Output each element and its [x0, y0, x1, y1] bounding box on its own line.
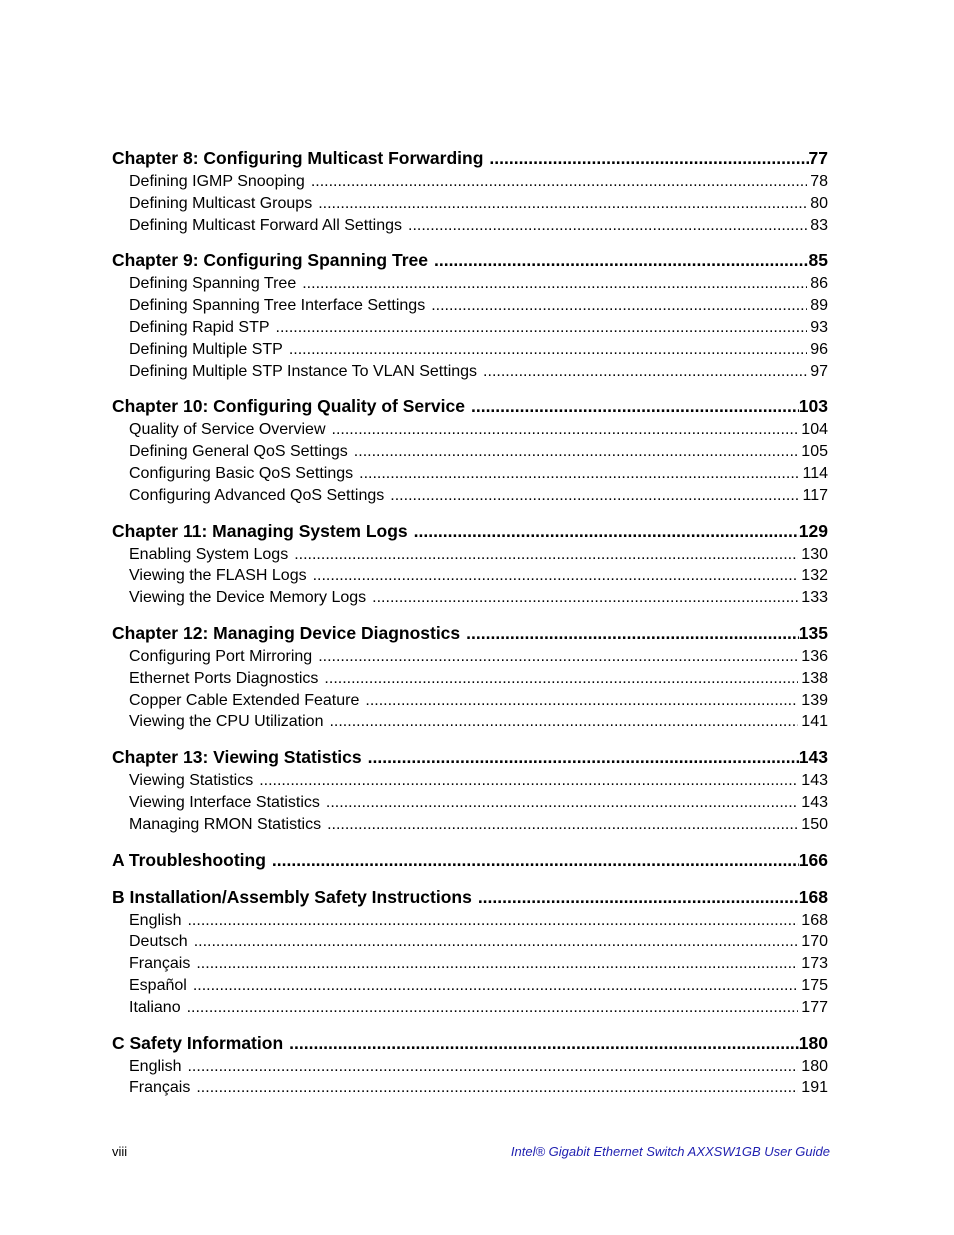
toc-entry[interactable]: [112, 463, 828, 485]
toc-chapter-heading[interactable]: [112, 885, 828, 910]
toc-entry-title: Configuring Basic QoS Settings: [129, 464, 354, 482]
dot-leader: [327, 814, 798, 836]
toc-chapter: [112, 885, 828, 1019]
toc-chapter-page: 77: [808, 148, 828, 168]
dot-leader: [354, 441, 799, 463]
toc-entry-page: 141: [801, 713, 828, 731]
toc-entry-page: 180: [801, 1057, 828, 1075]
toc-entry[interactable]: [112, 419, 828, 441]
toc-entry-title: Enabling System Logs: [129, 545, 289, 563]
toc-entry[interactable]: [112, 193, 828, 215]
toc-entry-page: 136: [801, 647, 828, 665]
dot-leader: [187, 997, 799, 1019]
dot-leader: [489, 146, 808, 171]
toc-entry-title: Defining Spanning Tree: [129, 275, 297, 293]
dot-leader: [414, 519, 799, 544]
toc-entry[interactable]: [112, 361, 828, 383]
toc-entry-page: 86: [810, 275, 828, 293]
dot-leader: [332, 419, 799, 441]
toc-entry-title: Defining IGMP Snooping: [129, 173, 305, 190]
toc-entry-title: Viewing Interface Statistics: [129, 793, 320, 811]
dot-leader: [326, 792, 798, 814]
toc-entry[interactable]: [112, 690, 828, 712]
toc-chapter-page: 180: [798, 1032, 828, 1053]
toc-entry-page: 191: [801, 1079, 828, 1097]
dot-leader: [408, 215, 807, 237]
dot-leader: [187, 910, 798, 932]
dot-leader: [289, 1031, 799, 1056]
toc-chapter-title: C Safety Information: [112, 1032, 284, 1053]
dot-leader: [329, 711, 798, 733]
toc-entry-page: 117: [802, 486, 828, 504]
toc-chapter-title: Chapter 12: Managing Device Diagnostics: [112, 622, 461, 643]
dot-leader: [434, 248, 809, 273]
toc-chapter-title: Chapter 9: Configuring Spanning Tree: [112, 250, 428, 271]
toc-chapter-heading[interactable]: [112, 848, 828, 873]
toc-entry-page: 93: [810, 318, 828, 336]
toc-entry-title: Viewing the Device Memory Logs: [129, 589, 367, 607]
toc-entry-title: Defining Multicast Forward All Settings: [129, 216, 402, 234]
toc-entry-title: Defining General QoS Settings: [129, 443, 348, 461]
toc-chapter-page: 103: [798, 396, 828, 417]
toc-entry[interactable]: [112, 273, 828, 295]
toc-entry-title: Quality of Service Overview: [129, 421, 326, 439]
footer-page-number: viii: [112, 1144, 128, 1159]
toc-entry-page: 143: [801, 772, 828, 790]
dot-leader: [372, 587, 798, 609]
dot-leader: [276, 317, 808, 339]
toc-entry[interactable]: [112, 544, 828, 566]
toc-entry-title: Defining Multicast Groups: [129, 194, 313, 212]
dot-leader: [187, 1056, 798, 1078]
toc-entry-page: 139: [801, 691, 828, 709]
dot-leader: [272, 848, 799, 873]
dot-leader: [311, 171, 807, 193]
toc-entry-page: 130: [801, 545, 828, 563]
toc-chapter-heading[interactable]: [112, 745, 828, 770]
toc-entry-title: Defining Spanning Tree Interface Settings: [129, 297, 426, 315]
toc-entry-page: 105: [801, 443, 828, 461]
toc-entry-page: 97: [810, 362, 828, 380]
toc-entry-page: 173: [801, 955, 828, 973]
dot-leader: [318, 193, 807, 215]
toc-entry[interactable]: [112, 792, 828, 814]
toc-chapter: [112, 848, 828, 873]
toc-chapter: [112, 1031, 828, 1100]
toc-entry-title: Configuring Port Mirroring: [129, 647, 313, 665]
toc-entry[interactable]: [112, 1056, 828, 1078]
toc-entry[interactable]: [112, 975, 828, 997]
toc-entry-page: 114: [802, 464, 828, 482]
dot-leader: [302, 273, 807, 295]
footer-document-title: Intel® Gigabit Ethernet Switch AXXSW1GB User Guide: [510, 1144, 830, 1159]
toc-chapter-heading[interactable]: [112, 146, 828, 171]
toc-chapter-page: 143: [798, 747, 828, 768]
toc-entry[interactable]: [112, 587, 828, 609]
toc-chapter-heading[interactable]: [112, 394, 828, 419]
toc-entry-title: Español: [129, 976, 187, 994]
toc-entry-page: 138: [801, 669, 828, 687]
dot-leader: [431, 295, 807, 317]
dot-leader: [471, 394, 799, 419]
dot-leader: [313, 565, 799, 587]
toc-chapter-page: 168: [798, 886, 828, 907]
toc-chapter-heading[interactable]: [112, 621, 828, 646]
toc-entry[interactable]: [112, 953, 828, 975]
dot-leader: [194, 931, 799, 953]
toc-entry-title: Defining Multiple STP: [129, 340, 283, 358]
toc-entry-title: Defining Multiple STP Instance To VLAN Settings: [129, 362, 478, 380]
dot-leader: [196, 953, 798, 975]
dot-leader: [478, 885, 799, 910]
toc-entry-page: 132: [801, 567, 828, 585]
toc-chapter-page: 85: [808, 250, 828, 271]
dot-leader: [196, 1077, 798, 1099]
toc-entry-page: 133: [801, 589, 828, 607]
toc-entry[interactable]: [112, 1077, 828, 1099]
dot-leader: [365, 690, 798, 712]
toc-chapter-page: 166: [798, 849, 828, 870]
toc-entry-title: Français: [129, 1079, 191, 1097]
toc-entry-page: 150: [801, 815, 828, 833]
toc-chapter-heading[interactable]: [112, 519, 828, 544]
toc-chapter: [112, 621, 828, 733]
toc-chapter-page: 135: [798, 622, 828, 643]
toc-entry[interactable]: [112, 997, 828, 1019]
dot-leader: [318, 646, 798, 668]
dot-leader: [359, 463, 799, 485]
dot-leader: [466, 621, 799, 646]
toc-chapter: [112, 745, 828, 835]
toc-chapter-title: B Installation/Assembly Safety Instructions: [112, 886, 472, 907]
toc-chapter: [112, 394, 828, 506]
toc-entry-page: 177: [801, 998, 828, 1016]
dot-leader: [368, 745, 799, 770]
toc-chapter: [112, 146, 828, 236]
toc-entry[interactable]: [112, 485, 828, 507]
toc-entry[interactable]: [112, 668, 828, 690]
toc-entry[interactable]: [112, 171, 828, 193]
toc-entry-title: Defining Rapid STP: [129, 318, 270, 336]
dot-leader: [289, 339, 807, 361]
toc-chapter-title: A Troubleshooting: [112, 849, 266, 870]
toc-entry[interactable]: [112, 931, 828, 953]
dot-leader: [324, 668, 798, 690]
toc-chapter-title: Chapter 11: Managing System Logs: [112, 520, 408, 541]
toc-entry-page: 89: [810, 297, 828, 315]
toc-entry[interactable]: [112, 910, 828, 932]
dot-leader: [193, 975, 798, 997]
toc-chapter-title: Chapter 8: Configuring Multicast Forwarding: [112, 148, 484, 168]
toc-chapter: [112, 248, 828, 382]
toc-entry[interactable]: [112, 646, 828, 668]
toc-entry[interactable]: [112, 317, 828, 339]
toc-entry-page: 78: [810, 173, 828, 190]
dot-leader: [483, 361, 807, 383]
toc-entry-page: 83: [810, 216, 828, 234]
toc-chapter-heading[interactable]: [112, 1031, 828, 1056]
toc-entry-title: Managing RMON Statistics: [129, 815, 322, 833]
table-of-contents: [112, 146, 828, 1111]
toc-chapter: [112, 519, 828, 609]
toc-entry-page: 168: [801, 911, 828, 929]
dot-leader: [259, 770, 798, 792]
toc-chapter-title: Chapter 13: Viewing Statistics: [112, 747, 362, 768]
toc-entry-title: Viewing the CPU Utilization: [129, 713, 324, 731]
toc-entry-title: Deutsch: [129, 933, 188, 951]
toc-chapter-title: Chapter 10: Configuring Quality of Service: [112, 396, 465, 417]
toc-entry-page: 175: [801, 976, 828, 994]
toc-chapter-heading[interactable]: [112, 248, 828, 273]
dot-leader: [390, 485, 799, 507]
toc-entry-title: English: [129, 911, 182, 929]
toc-entry[interactable]: [112, 339, 828, 361]
toc-entry-title: Italiano: [129, 998, 181, 1016]
toc-entry-title: Viewing the FLASH Logs: [129, 567, 307, 585]
toc-entry-title: Français: [129, 955, 191, 973]
toc-entry-page: 96: [810, 340, 828, 358]
toc-entry-title: Ethernet Ports Diagnostics: [129, 669, 319, 687]
toc-entry-title: English: [129, 1057, 182, 1075]
toc-entry[interactable]: [112, 565, 828, 587]
toc-entry-title: Viewing Statistics: [129, 772, 254, 790]
dot-leader: [294, 544, 798, 566]
toc-entry[interactable]: [112, 441, 828, 463]
toc-entry[interactable]: [112, 295, 828, 317]
toc-chapter-page: 129: [798, 520, 828, 541]
toc-entry[interactable]: [112, 711, 828, 733]
toc-entry-page: 104: [801, 421, 828, 439]
toc-entry[interactable]: [112, 770, 828, 792]
toc-entry-page: 143: [801, 793, 828, 811]
toc-entry[interactable]: [112, 814, 828, 836]
toc-entry[interactable]: [112, 215, 828, 237]
toc-entry-page: 170: [801, 933, 828, 951]
toc-entry-title: Configuring Advanced QoS Settings: [129, 486, 385, 504]
toc-entry-title: Copper Cable Extended Feature: [129, 691, 360, 709]
toc-entry-page: 80: [810, 194, 828, 212]
